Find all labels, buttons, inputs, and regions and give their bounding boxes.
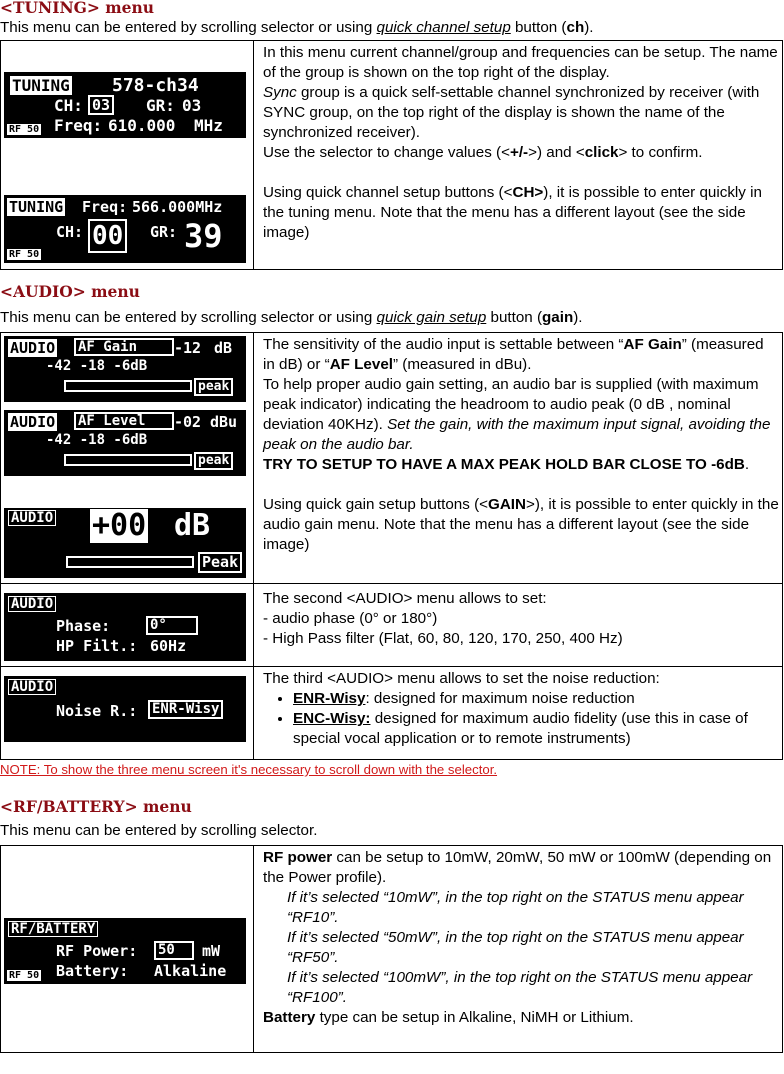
- italic-text: Set the gain, with the maximum input signal, avoiding the peak on the audio bar.: [263, 416, 771, 453]
- bold-text: RF power: [263, 849, 333, 866]
- audio-phase-image-cell: [1, 584, 254, 667]
- lcd-title: AUDIO: [8, 596, 56, 612]
- audio-level-bar: [64, 380, 192, 392]
- paragraph: [263, 375, 779, 455]
- intro-text: button (: [486, 309, 543, 326]
- lcd-hp-label: HP Filt.:: [56, 637, 138, 655]
- paragraph: The third <AUDIO> menu allows to set the noise reduction:: [263, 670, 660, 687]
- lcd-peak: Peak: [198, 552, 242, 573]
- tuning-intro: [0, 18, 784, 38]
- lcd-power-value: 50: [154, 941, 194, 960]
- list-line: - audio phase (0° or 180°): [263, 610, 438, 627]
- audio-lcd-noise: [4, 676, 246, 742]
- text: ), it is possible to enter quickly in the tuning menu. Note that the menu has a different layout (see the side image): [263, 184, 762, 241]
- intro-text: ).: [584, 19, 594, 36]
- audio-heading: <AUDIO> menu: [0, 282, 140, 301]
- intro-text: This menu can be entered by scrolling selector or using: [0, 19, 377, 36]
- lcd-mode: AF Gain: [74, 338, 174, 356]
- text: Use the selector to change values (<: [263, 144, 510, 161]
- tuning-description: [254, 41, 783, 270]
- rf-description: [254, 846, 783, 1053]
- lcd-ch-label: CH:: [54, 96, 83, 115]
- text: .: [744, 456, 750, 473]
- text: The sensitivity of the audio input is settable between “: [263, 336, 624, 353]
- audio-images-cell: [1, 333, 254, 584]
- lcd-freq-label: Freq:: [54, 116, 103, 135]
- lcd-value: +00: [92, 508, 147, 543]
- audio-level-bar: [66, 556, 194, 568]
- paragraph: [263, 1008, 779, 1028]
- lcd-value: -02: [174, 413, 202, 431]
- lcd-title: TUNING: [9, 198, 64, 216]
- italic-text: Sync: [263, 84, 297, 101]
- lcd-group-channel: 578-ch34: [112, 75, 199, 96]
- paragraph: [263, 495, 779, 555]
- lcd-freq-label: Freq:: [82, 198, 128, 216]
- quick-channel-setup-link[interactable]: quick channel setup: [376, 19, 511, 36]
- lcd-gr-label: GR:: [150, 223, 178, 241]
- bold-text: ENC-Wisy:: [293, 710, 371, 727]
- bold-text: GAIN: [488, 496, 526, 513]
- tuning-table: [0, 40, 783, 270]
- text: designed for maximum audio fidelity (use this in case of special vocal application or to remote instruments): [293, 710, 748, 747]
- lcd-ch-value: 03: [88, 95, 114, 115]
- intro-text: ).: [573, 309, 583, 326]
- paragraph: [263, 143, 779, 163]
- lcd-freq-value: 566.000MHz: [132, 198, 223, 216]
- audio-lcd-3: [4, 508, 246, 578]
- lcd-noise-value: ENR-Wisy: [148, 700, 223, 719]
- rf-heading: <RF/BATTERY> menu: [0, 797, 192, 816]
- text: To help proper audio gain setting, an audio bar is supplied (with maximum peak indicator) indicating the headroom to audio peak (0 dB , nominal deviation 40KHz).: [263, 376, 759, 433]
- bold-text: TRY TO SETUP TO HAVE A MAX PEAK HOLD BAR CLOSE TO -6dB: [263, 456, 745, 473]
- paragraph: [263, 83, 779, 143]
- tuning-lcd-1: [4, 72, 246, 138]
- text: Using quick gain setup buttons (<: [263, 496, 488, 513]
- lcd-title: AUDIO: [10, 339, 56, 357]
- gain-button-ref: gain: [542, 309, 574, 326]
- intro-text: button (: [510, 19, 567, 36]
- lcd-noise-label: Noise R.:: [56, 702, 138, 720]
- lcd-rf-badge: RF 50: [9, 970, 40, 981]
- lcd-title: AUDIO: [8, 510, 56, 526]
- rf-battery-lcd: [4, 918, 246, 984]
- text: >) and <: [528, 144, 585, 161]
- bold-text: Battery: [263, 1009, 316, 1026]
- lcd-peak: peak: [194, 452, 233, 470]
- lcd-title: RF/BATTERY: [8, 921, 98, 937]
- italic-line: If it’s selected “10mW”, in the top right on the STATUS menu appear “RF10”.: [287, 889, 744, 926]
- lcd-phase-value: 0°: [146, 616, 198, 635]
- lcd-unit: dB: [214, 339, 233, 357]
- tuning-images-cell: [1, 41, 254, 270]
- audio-table: [0, 332, 783, 760]
- lcd-gr-label: GR:: [146, 96, 175, 115]
- lcd-hp-value: 60Hz: [150, 637, 187, 655]
- bold-text: AF Gain: [623, 336, 682, 353]
- lcd-freq-unit: MHz: [194, 116, 223, 135]
- list-item: [293, 709, 779, 749]
- ch-button-ref: ch: [566, 19, 585, 36]
- tuning-heading: <TUNING> menu: [0, 0, 155, 17]
- lcd-unit: dB: [174, 508, 211, 543]
- list-item: [293, 689, 779, 709]
- lcd-scale: -42 -18 -6dB: [46, 432, 148, 448]
- paragraph: [263, 455, 779, 475]
- paragraph: [263, 335, 779, 375]
- tuning-lcd-2: [4, 195, 246, 263]
- audio-note: NOTE: To show the three menu screen it's necessary to scroll down with the selector.: [0, 762, 498, 777]
- noise-options-list: [263, 689, 779, 749]
- bold-text: click: [584, 144, 619, 161]
- audio-phase-description: [254, 584, 783, 667]
- text: ” (measured in dBu).: [393, 356, 532, 373]
- lcd-gr-value: 39: [184, 217, 223, 255]
- paragraph: [263, 848, 779, 888]
- lcd-mode: AF Level: [74, 412, 174, 430]
- lcd-ch-value: 00: [88, 219, 127, 253]
- text: can be setup to 10mW, 20mW, 50 mW or 100mW (depending on the Power profile).: [263, 849, 772, 886]
- italic-line: If it’s selected “100mW”, in the top right on the STATUS menu appear “RF100”.: [287, 969, 753, 1006]
- bold-text: ENR-Wisy: [293, 690, 366, 707]
- rf-image-cell: [1, 846, 254, 1053]
- lcd-title: AUDIO: [10, 413, 56, 431]
- quick-gain-setup-link[interactable]: quick gain setup: [376, 309, 487, 326]
- spacer: [263, 475, 779, 495]
- text: : designed for maximum noise reduction: [365, 690, 635, 707]
- lcd-peak: peak: [194, 378, 233, 396]
- audio-lcd-2: [4, 410, 246, 476]
- text: >), it is possible to enter quickly in the audio gain menu. Note that the menu has a different layout (see the side image): [263, 496, 779, 553]
- text: ” (measured in dB) or “: [263, 336, 764, 373]
- lcd-rf-badge: RF 50: [9, 124, 40, 135]
- list-line: - High Pass filter (Flat, 60, 80, 120, 170, 250, 400 Hz): [263, 630, 623, 647]
- audio-description: [254, 333, 783, 584]
- lcd-battery-value: Alkaline: [154, 962, 227, 980]
- lcd-rf-badge: RF 50: [9, 249, 40, 260]
- lcd-value: -12: [174, 339, 202, 357]
- lcd-gr-value: 03: [182, 96, 202, 115]
- spacer: [263, 163, 779, 183]
- lcd-scale: -42 -18 -6dB: [46, 358, 148, 374]
- bold-text: +/-: [509, 144, 529, 161]
- intro-text: This menu can be entered by scrolling selector or using: [0, 309, 377, 326]
- text: Using quick channel setup buttons (<: [263, 184, 513, 201]
- lcd-title: TUNING: [12, 76, 70, 95]
- text: group is a quick self-settable channel synchronized by receiver (with SYNC group, on the top right of the display is shown the name of the synchronized receiver).: [263, 84, 760, 141]
- lcd-phase-label: Phase:: [56, 617, 111, 635]
- lcd-unit: dBu: [210, 413, 238, 431]
- lcd-freq-value: 610.000: [108, 116, 176, 135]
- lcd-title: AUDIO: [8, 679, 56, 695]
- rf-table: [0, 845, 783, 1053]
- audio-level-bar: [64, 454, 192, 466]
- audio-noise-image-cell: [1, 667, 254, 760]
- bold-text: AF Level: [329, 356, 393, 373]
- lcd-power-label: RF Power:: [56, 942, 138, 960]
- lcd-ch-label: CH:: [56, 223, 84, 241]
- lcd-power-unit: mW: [202, 942, 221, 960]
- paragraph: The second <AUDIO> menu allows to set:: [263, 590, 547, 607]
- audio-noise-description: [254, 667, 783, 760]
- text: type can be setup in Alkaline, NiMH or Lithium.: [315, 1009, 634, 1026]
- audio-intro: [0, 308, 784, 328]
- italic-line: If it’s selected “50mW”, in the top right on the STATUS menu appear “RF50”.: [287, 929, 744, 966]
- lcd-battery-label: Battery:: [56, 962, 129, 980]
- audio-lcd-1: [4, 336, 246, 402]
- paragraph: [263, 183, 779, 243]
- paragraph: In this menu current channel/group and frequencies can be setup. The name of the group is shown on the top right of the display.: [263, 44, 778, 81]
- audio-lcd-phase: [4, 593, 246, 661]
- text: > to confirm.: [618, 144, 703, 161]
- bold-text: CH>: [512, 184, 544, 201]
- rf-intro: This menu can be entered by scrolling selector.: [0, 822, 318, 839]
